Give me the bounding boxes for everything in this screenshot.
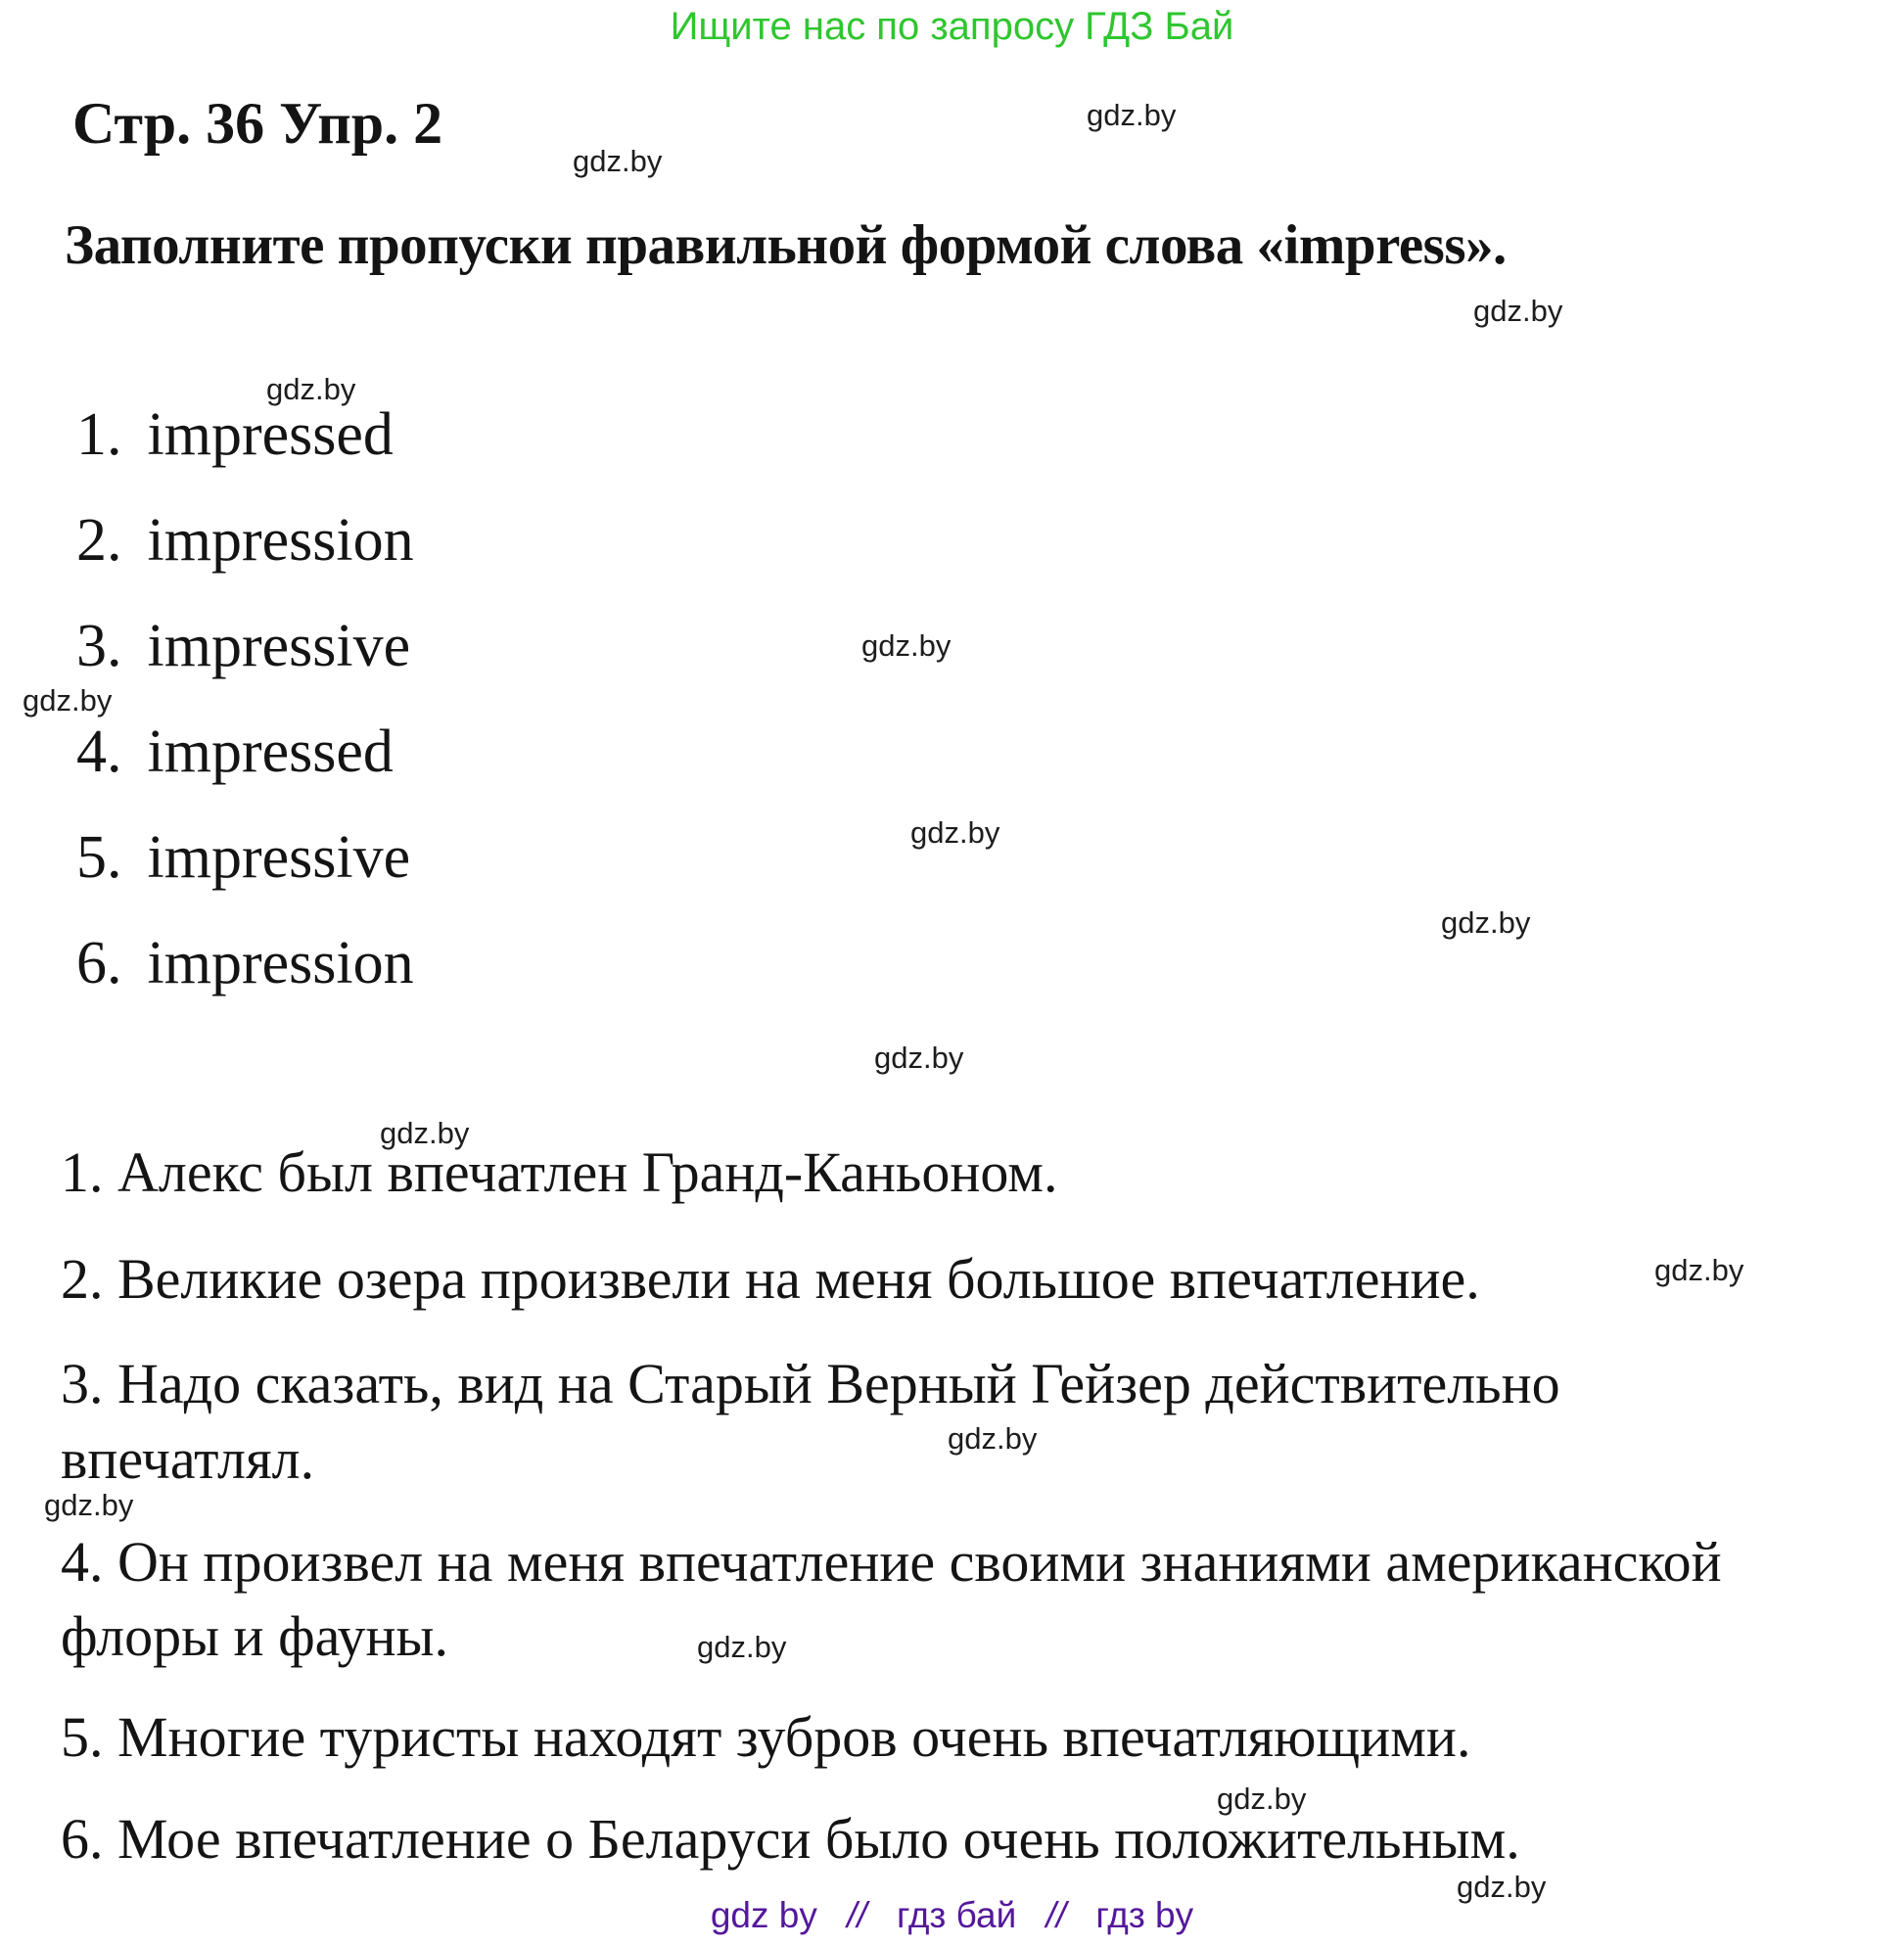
answer-number: 3. — [76, 613, 122, 679]
translation-line-1: 1. Алекс был впечатлен Гранд-Каньоном. — [61, 1140, 1058, 1204]
gdz-watermark: gdz.by — [1217, 1782, 1307, 1816]
answer-number: 1. — [76, 401, 122, 468]
gdz-watermark: gdz.by — [1654, 1253, 1744, 1287]
translation-line-3a: 3. Надо сказать, вид на Старый Верный Гейзер действительно — [61, 1352, 1560, 1415]
answer-word: impressive — [147, 613, 411, 679]
gdz-watermark: gdz.by — [910, 815, 1000, 850]
gdz-watermark: gdz.by — [573, 144, 663, 178]
footer-link-gdz-bai[interactable]: гдз бай — [897, 1895, 1017, 1935]
gdz-watermark: gdz.by — [1473, 294, 1563, 328]
answer-word: impressed — [147, 718, 394, 785]
page-title: Стр. 36 Упр. 2 — [72, 91, 443, 156]
gdz-watermark: gdz.by — [1087, 98, 1177, 132]
answer-word: impression — [147, 930, 414, 996]
gdz-watermark: gdz.by — [44, 1488, 134, 1522]
answer-item-4 — [76, 717, 414, 787]
footer-link-gdz-by[interactable]: gdz by — [710, 1895, 817, 1935]
gdz-watermark: gdz.by — [1457, 1870, 1547, 1904]
footer-link-gdz-by-cyr[interactable]: гдз by — [1095, 1895, 1194, 1935]
footer — [0, 1895, 1904, 1936]
translation-line-4a: 4. Он произвел на меня впечатление своими знаниями американской — [61, 1530, 1722, 1594]
footer-separator: // — [1045, 1895, 1067, 1935]
gdz-watermark: gdz.by — [266, 372, 356, 406]
answers-list-english — [76, 399, 414, 1034]
gdz-watermark: gdz.by — [1441, 905, 1531, 940]
answer-item-1 — [76, 399, 414, 470]
task-instruction: Заполните пропуски правильной формой слова «impress». — [65, 214, 1507, 276]
answer-number: 5. — [76, 824, 122, 891]
footer-separator: // — [847, 1895, 867, 1935]
answer-item-5 — [76, 822, 414, 893]
answer-number: 6. — [76, 930, 122, 996]
answer-word: impressive — [147, 824, 411, 891]
gdz-watermark: gdz.by — [861, 628, 952, 663]
answer-item-2 — [76, 505, 414, 576]
translation-line-5: 5. Многие туристы находят зубров очень впечатляющими. — [61, 1705, 1471, 1769]
translation-line-4b: флоры и фауны. — [61, 1604, 448, 1668]
translation-line-2: 2. Великие озера произвели на меня большое впечатление. — [61, 1247, 1480, 1311]
gdz-watermark: gdz.by — [874, 1041, 964, 1075]
answer-item-6 — [76, 928, 414, 998]
promo-banner: Ищите нас по запросу ГДЗ Бай — [670, 5, 1234, 48]
answer-number: 4. — [76, 718, 122, 785]
answer-word: impression — [147, 507, 414, 574]
answer-number: 2. — [76, 507, 122, 574]
answer-word: impressed — [147, 401, 394, 468]
answer-item-3 — [76, 611, 414, 681]
translation-line-3b: впечатлял. — [61, 1427, 315, 1491]
gdz-watermark: gdz.by — [948, 1421, 1038, 1456]
gdz-watermark: gdz.by — [23, 683, 113, 718]
gdz-watermark: gdz.by — [697, 1630, 787, 1664]
translation-line-6: 6. Мое впечатление о Беларуси было очень положительным. — [61, 1807, 1520, 1871]
gdz-watermark: gdz.by — [380, 1116, 470, 1150]
